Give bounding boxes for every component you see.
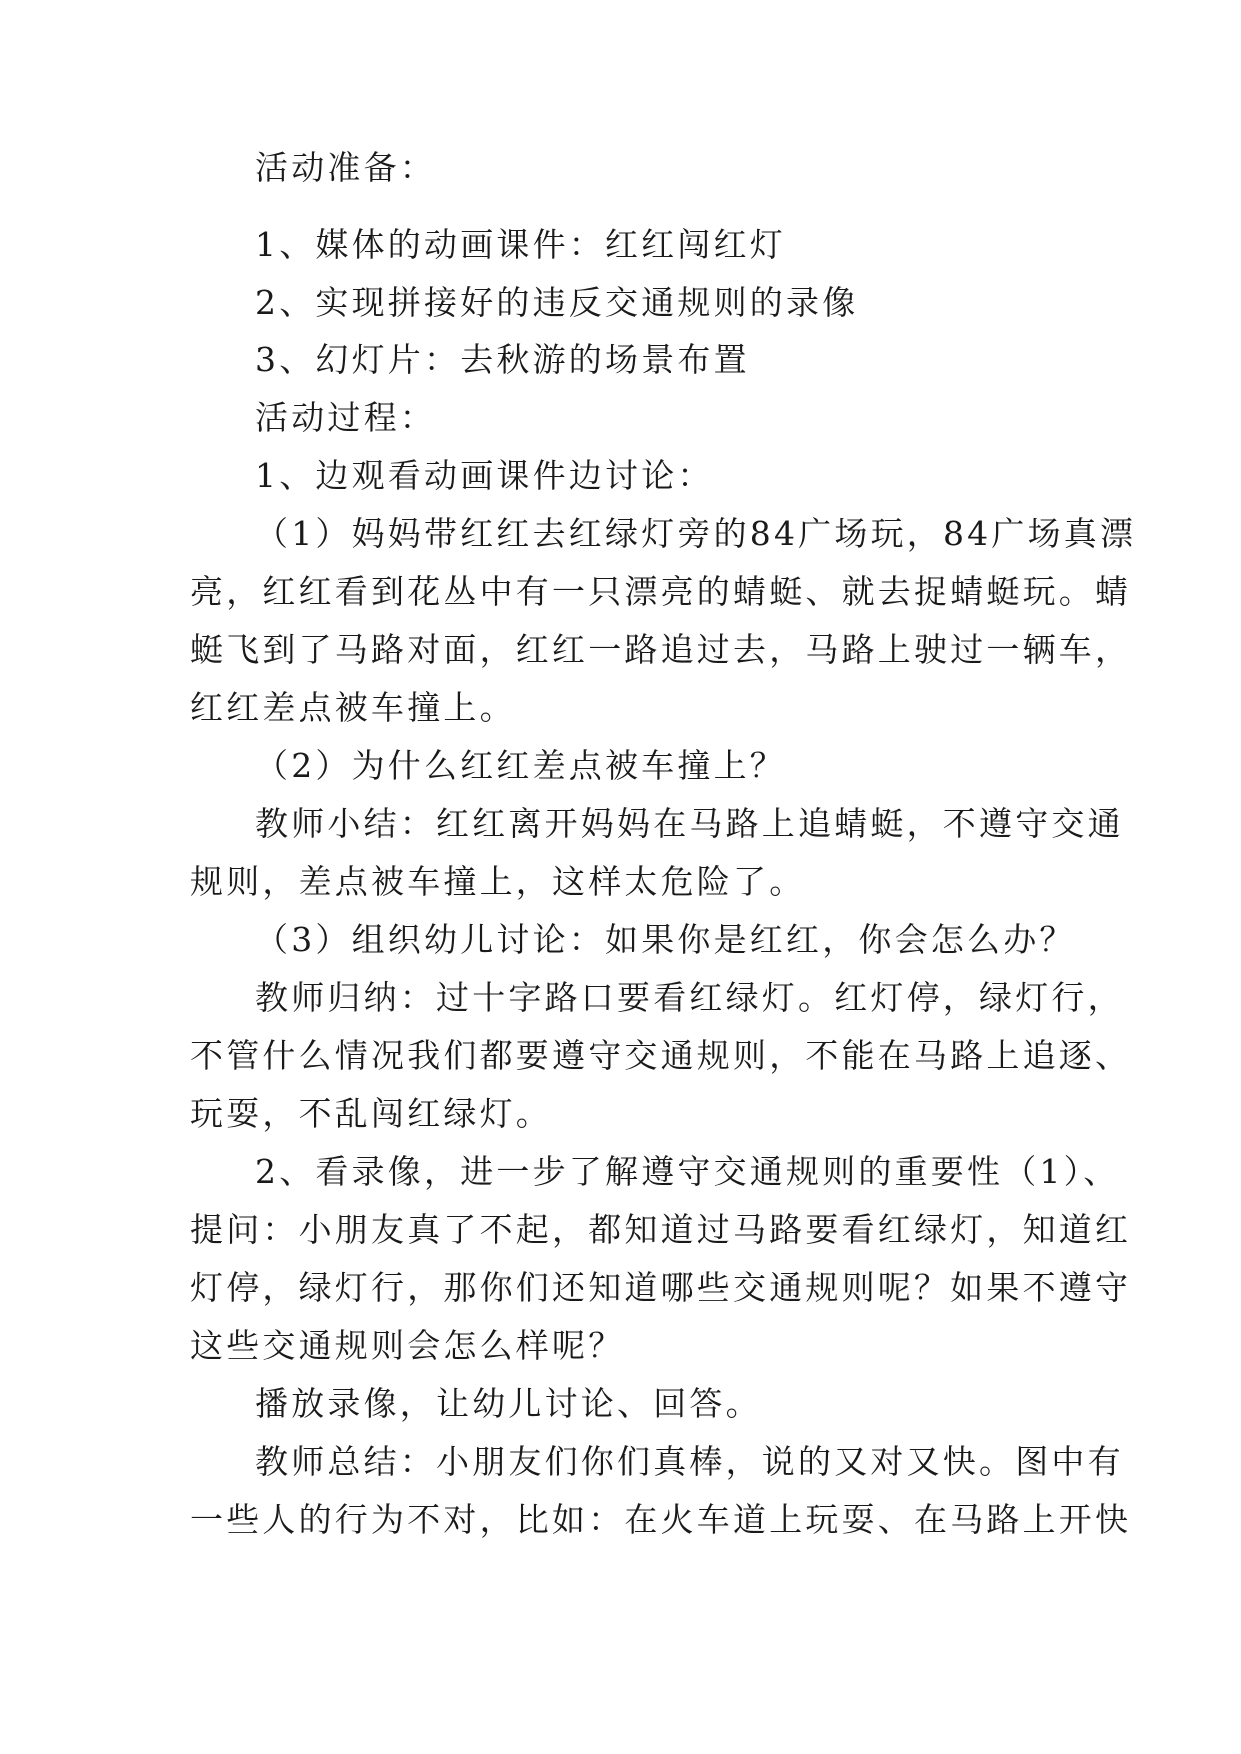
paragraph-line: 一些人的行为不对，比如：在火车道上玩耍、在马路上开快: [190, 1500, 1132, 1539]
paragraph-line: 教师小结：红红离开妈妈在马路上追蜻蜓，不遵守交通: [255, 804, 1124, 843]
paragraph-line: （2）为什么红红差点被车撞上？: [255, 746, 786, 785]
preparation-item-3: 3、幻灯片：去秋游的场景布置: [255, 340, 750, 379]
process-step-2: 2、看录像，进一步了解遵守交通规则的重要性（1）、: [255, 1152, 1120, 1191]
preparation-item-1: 1、媒体的动画课件：红红闯红灯: [255, 225, 786, 264]
paragraph-line: 不管什么情况我们都要遵守交通规则，不能在马路上追逐、: [190, 1036, 1132, 1075]
paragraph-line: （3）组织幼儿讨论：如果你是红红，你会怎么办？: [255, 920, 1076, 959]
paragraph-line: 提问：小朋友真了不起，都知道过马路要看红绿灯，知道红: [190, 1210, 1132, 1249]
section-heading-preparation: 活动准备：: [255, 148, 436, 187]
paragraph-line: 灯停，绿灯行，那你们还知道哪些交通规则呢？如果不遵守: [190, 1268, 1132, 1307]
paragraph-line: 教师归纳：过十字路口要看红绿灯。红灯停，绿灯行，: [255, 978, 1124, 1017]
paragraph-line: （1）妈妈带红红去红绿灯旁的84广场玩，84广场真漂: [255, 514, 1137, 553]
process-step-1: 1、边观看动画课件边讨论：: [255, 456, 714, 495]
paragraph-line: 红红差点被车撞上。: [190, 688, 516, 727]
paragraph-line: 这些交通规则会怎么样呢？: [190, 1326, 625, 1365]
paragraph-line: 玩耍，不乱闯红绿灯。: [190, 1094, 552, 1133]
paragraph-line: 播放录像，让幼儿讨论、回答。: [255, 1384, 762, 1423]
paragraph-line: 亮，红红看到花丛中有一只漂亮的蜻蜓、就去捉蜻蜓玩。蜻: [190, 572, 1132, 611]
paragraph-line: 蜓飞到了马路对面，红红一路追过去，马路上驶过一辆车，: [190, 630, 1132, 669]
paragraph-line: 规则，差点被车撞上，这样太危险了。: [190, 862, 806, 901]
section-heading-process: 活动过程：: [255, 398, 436, 437]
paragraph-line: 教师总结：小朋友们你们真棒，说的又对又快。图中有: [255, 1442, 1124, 1481]
preparation-item-2: 2、实现拼接好的违反交通规则的录像: [255, 283, 859, 322]
